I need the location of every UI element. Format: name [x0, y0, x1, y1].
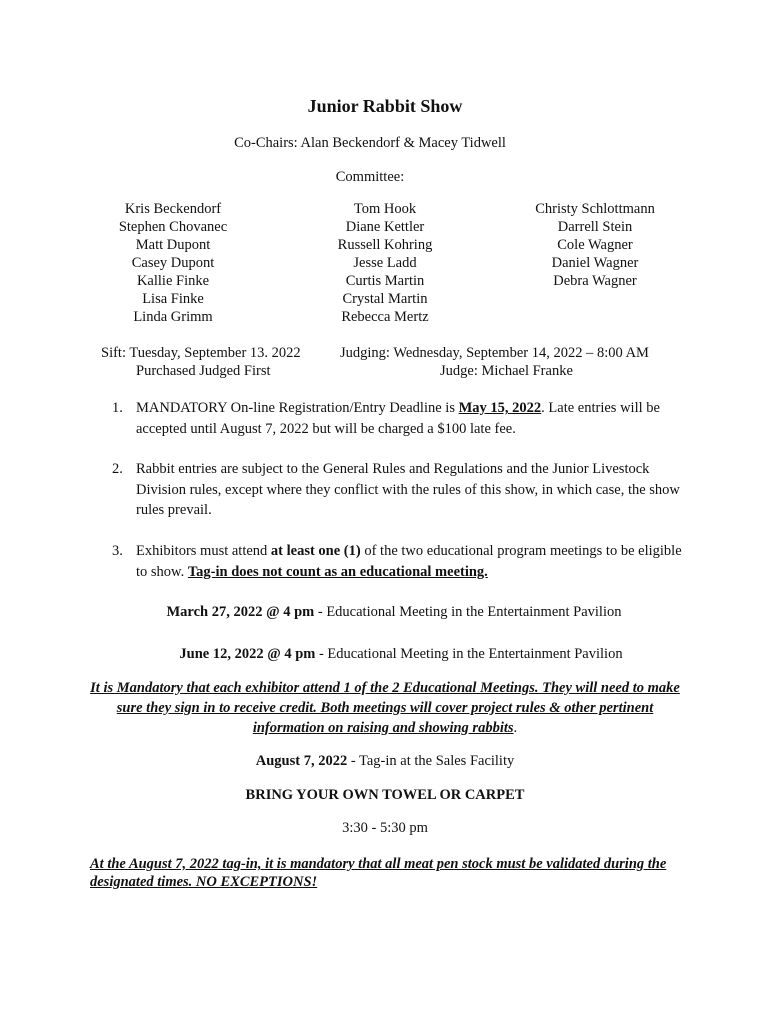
- tag-in-date: August 7, 2022: [255, 753, 348, 769]
- committee-member: Curtis Martin: [345, 273, 425, 289]
- committee-member: Linda Grimm: [133, 309, 213, 325]
- committee-member: Diane Kettler: [345, 219, 425, 235]
- tag-in-time: 3:30 - 5:30 pm: [342, 820, 428, 836]
- judge-name: Judge: Michael Franke: [440, 363, 573, 379]
- tag-in-note: Tag-in does not count as an educational meeting.: [187, 563, 488, 580]
- list-number: 3.: [112, 543, 123, 559]
- meeting-2: [0, 645, 770, 663]
- meeting-description: - Educational Meeting in the Entertainment Pavilion: [314, 604, 622, 620]
- meeting-date: June 12, 2022 @ 4 pm: [179, 646, 316, 662]
- rule-text: [136, 541, 684, 582]
- sift-note: Purchased Judged First: [136, 363, 271, 379]
- document-title: Junior Rabbit Show: [307, 96, 463, 116]
- registration-deadline: May 15, 2022: [458, 400, 542, 416]
- committee-member: Cole Wagner: [557, 237, 633, 253]
- rule-text-part: MANDATORY On-line Registration/Entry Deadline is: [136, 400, 459, 416]
- attendance-requirement: at least one (1): [270, 543, 361, 559]
- list-number: 1.: [112, 400, 123, 416]
- rule-text: [136, 398, 684, 439]
- towel-notice: BRING YOUR OWN TOWEL OR CARPET: [245, 787, 525, 803]
- rule-text-part: Exhibitors must attend: [136, 543, 271, 559]
- co-chairs-line: Co-Chairs: Alan Beckendorf & Macey Tidwell: [234, 135, 506, 151]
- committee-member: Tom Hook: [353, 201, 417, 217]
- committee-member: Darrell Stein: [557, 219, 633, 235]
- committee-member: Christy Schlottmann: [535, 201, 655, 217]
- committee-column-2: [300, 200, 470, 326]
- committee-member: Kallie Finke: [136, 273, 210, 289]
- list-number: 2.: [112, 461, 123, 477]
- committee-member: Stephen Chovanec: [118, 219, 228, 235]
- rule-text-part: . Late entries will be accepted until August 7, 2022 but will be charged a $100 late fee.: [136, 400, 660, 437]
- committee-member: Daniel Wagner: [551, 255, 639, 271]
- mandatory-meeting-notice: [90, 678, 680, 738]
- meeting-date: March 27, 2022 @ 4 pm: [166, 604, 315, 620]
- committee-column-3: [510, 200, 680, 290]
- tag-in-line: [0, 752, 770, 770]
- rule-text: Rabbit entries are subject to the General Rules and Regulations and the Junior Livestock Division rules, except where they conflict with the rules of this show, in which case, the show rules prevail.: [136, 461, 680, 518]
- notice-text: It is Mandatory that each exhibitor attend 1 of the 2 Educational Meetings. They will need to make sure they sign in to receive credit. Both meetings will cover project rules & other pertinent information on raising and showing rabbits: [90, 680, 680, 736]
- committee-member: Rebecca Mertz: [341, 309, 429, 325]
- committee-member: Kris Beckendorf: [124, 201, 222, 217]
- committee-member: Jesse Ladd: [353, 255, 417, 271]
- rule-text-part: of the two educational program meetings to be eligible to show.: [136, 543, 682, 580]
- sift-date: Sift: Tuesday, September 13. 2022: [101, 345, 301, 361]
- validation-notice: [90, 855, 690, 891]
- judging-date: Judging: Wednesday, September 14, 2022 – 8:00 AM: [340, 345, 649, 361]
- committee-label: Committee:: [335, 169, 405, 185]
- tag-in-description: - Tag-in at the Sales Facility: [347, 753, 515, 769]
- notice-text: At the August 7, 2022 tag-in, it is mandatory that all meat pen stock must be validated during the designated times. NO EXCEPTIONS!: [90, 856, 667, 890]
- meeting-description: - Educational Meeting in the Entertainment Pavilion: [315, 646, 623, 662]
- committee-member: Matt Dupont: [135, 237, 211, 253]
- meeting-1: [0, 603, 770, 621]
- notice-period: .: [513, 720, 518, 736]
- committee-member: Russell Kohring: [337, 237, 433, 253]
- committee-member: Debra Wagner: [553, 273, 637, 289]
- committee-member: Lisa Finke: [142, 291, 204, 307]
- committee-member: Casey Dupont: [131, 255, 215, 271]
- committee-member: Crystal Martin: [342, 291, 428, 307]
- committee-column-1: [88, 200, 258, 326]
